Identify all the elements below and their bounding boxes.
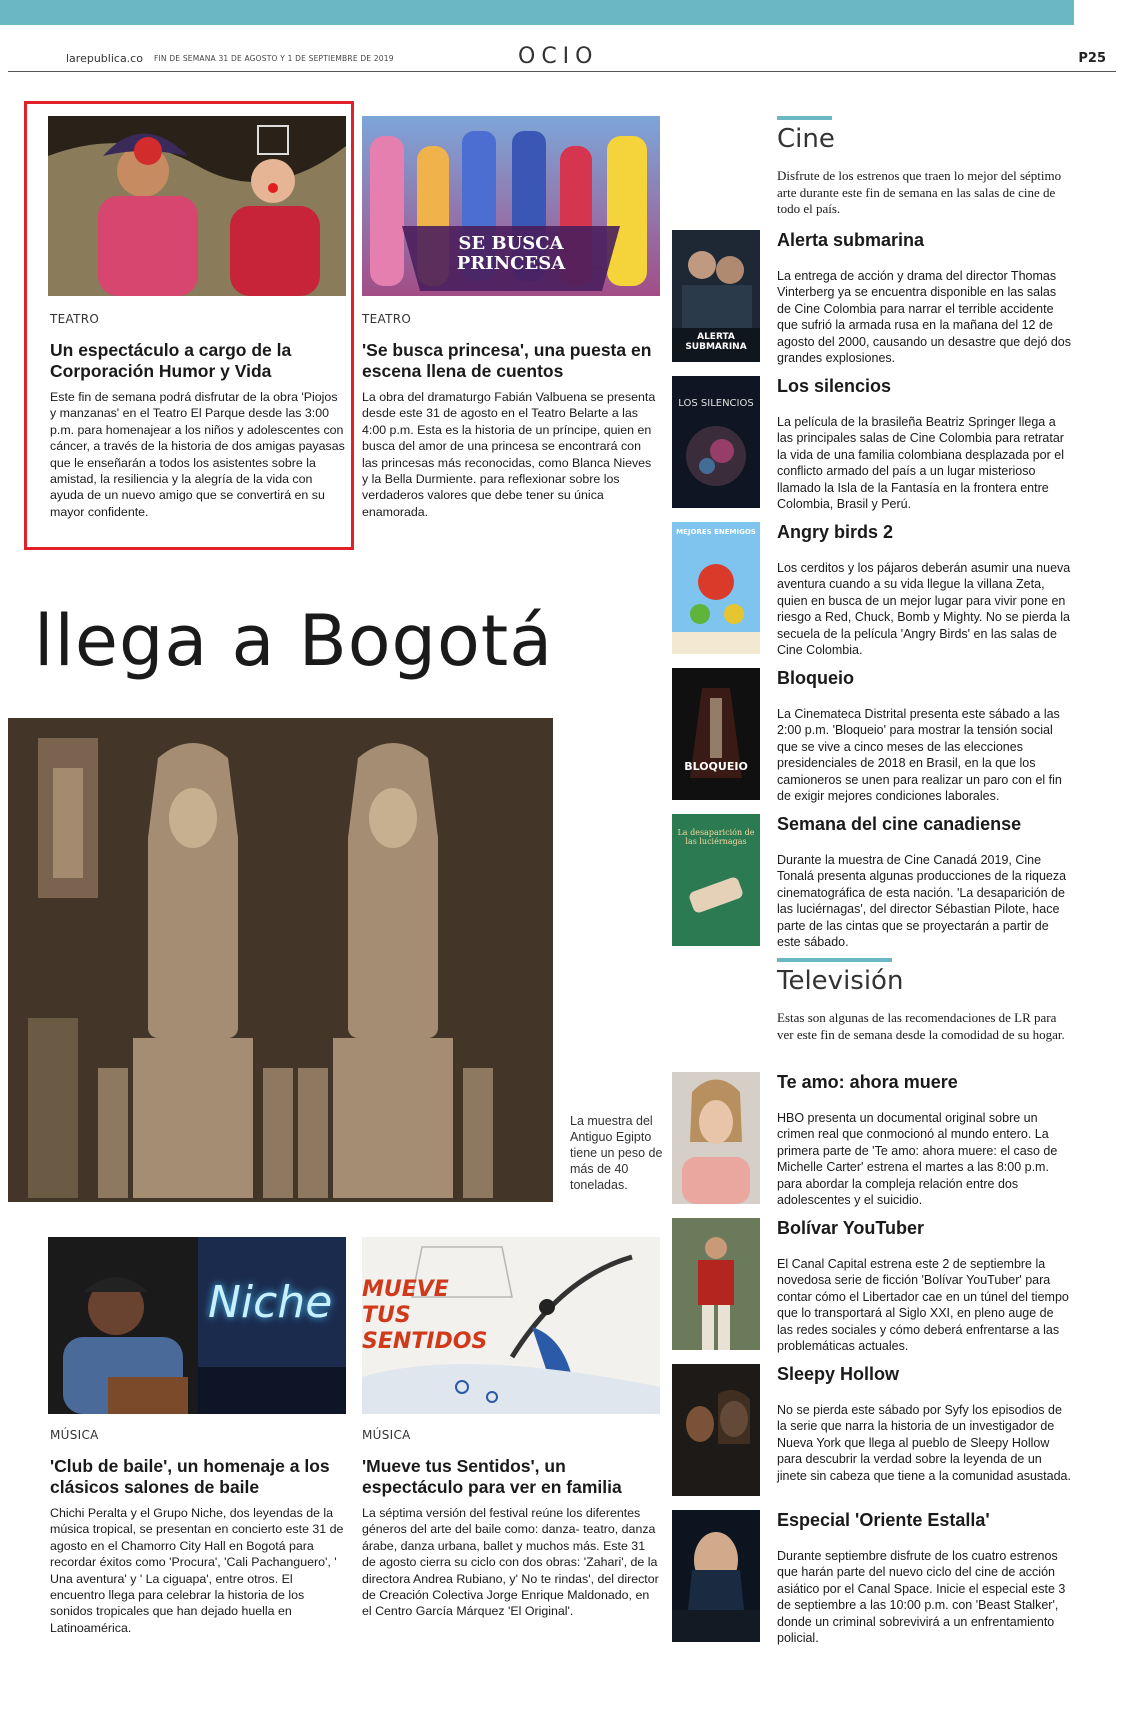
alerta-submarina-poster <box>672 230 760 362</box>
alerta-poster-title: ALERTA SUBMARINA <box>685 332 747 352</box>
cine-item <box>672 814 1076 954</box>
cine-item <box>672 668 1076 808</box>
mueve-tus-sentidos-poster <box>362 1237 660 1414</box>
tv-item <box>672 1072 1076 1212</box>
tv-item <box>672 1364 1076 1504</box>
tv-accent-bar <box>777 958 892 962</box>
bloqueio-poster-title: BLOQUEIO <box>684 760 748 773</box>
cine-item <box>672 230 1076 370</box>
photo-caption: La muestra del Antiguo Egipto tiene un peso de más de 40 toneladas. <box>570 1114 663 1192</box>
item-title: Bolívar YouTuber <box>777 1218 925 1238</box>
item-title: Semana del cine canadiense <box>777 814 1022 834</box>
story-headline: Un espectáculo a cargo de la Corporación Humor y Vida <box>50 340 292 381</box>
item-text: La película de la brasileña Beatriz Springer llega a las principales salas de Cine Colombia para retratar la vida de una familia colombiana desplazada por el conflicto armado del país a un lugar misterioso llamado la Isla de la Fantasía en la frontera entre Colombia, Brasil y Perú. <box>777 415 1064 512</box>
story-kicker: MÚSICA <box>362 1428 411 1442</box>
te-amo-thumbnail <box>672 1072 760 1204</box>
page-header <box>8 44 1116 72</box>
issue-date: FIN DE SEMANA 31 DE AGOSTO Y 1 DE SEPTIEMBRE DE 2019 <box>154 54 394 63</box>
item-text: La entrega de acción y drama del director Thomas Vinterberg ya se encuentra disponible en las salas de Cine Colombia para narrar el terrible accidente que sufrió la armada rusa en la mañana del 12 de agosto del 2000, causando un desastre que dejó dos grandes explosiones. <box>777 269 1071 366</box>
cine-item <box>672 522 1076 662</box>
tv-item <box>672 1510 1076 1650</box>
cine-accent-bar <box>777 116 832 120</box>
item-title: Alerta submarina <box>777 230 925 250</box>
item-text: Los cerditos y los pájaros deberán asumir una nueva aventura cuando a su vida llegue la villana Zeta, quien en busca de un mejor lugar para vivir pone en riesgo a Red, Chuck, Bomb y Mighty. No se pierda la secuela de la película 'Angry Birds' en las salas de Cine Colombia. <box>777 561 1071 658</box>
item-text: El Canal Capital estrena este 2 de septiembre la novedosa serie de ficción 'Bolívar YouTuber' para contar cómo el Libertador cae en un túnel del tiempo que lo transportará al Siglo XXI, en pleno auge de las redes sociales y cómo deberá enfrentarse a las problemáticas actuales. <box>777 1257 1069 1354</box>
sleepy-hollow-thumbnail <box>672 1364 760 1496</box>
story-kicker: TEATRO <box>50 312 100 326</box>
egypt-statues-photo <box>8 718 553 1202</box>
princesa-title: SE BUSCA PRINCESA <box>456 233 566 274</box>
item-title: Angry birds 2 <box>777 522 894 542</box>
bolivar-youtuber-thumbnail <box>672 1218 760 1350</box>
item-text: HBO presenta un documental original sobre un crimen real que conmocionó al mundo entero. La primera parte de 'Te amo: ahora muere: el caso de Michelle Carter' estrena el martes a las 8:00 p.m. para abordar la compleja relación entre dos adolescentes y el suicidio. <box>777 1111 1058 1208</box>
cine-item <box>672 376 1076 516</box>
chichi-niche-photo <box>48 1237 346 1414</box>
highlight-box <box>24 101 354 550</box>
bloqueio-poster <box>672 668 760 800</box>
tv-intro: Estas son algunas de las recomendaciones de LR para ver este fin de semana desde la comodidad de su hogar. <box>777 1010 1065 1042</box>
silencios-poster-title: LOS SILENCIOS <box>678 398 754 409</box>
site-name: larepublica.co <box>66 52 143 65</box>
tv-title: Televisión <box>777 966 904 996</box>
story-headline: 'Se busca princesa', una puesta en escena llena de cuentos <box>362 340 652 381</box>
luciernagas-poster <box>672 814 760 946</box>
feature-title: llega a Bogotá <box>34 600 554 682</box>
story-club-de-baile <box>50 1428 350 1636</box>
story-body: La séptima versión del festival reúne los diferentes géneros del arte del baile como: danza- teatro, danza árabe, danza urbana, ballet y muchos más. Este 31 de agosto cierra su ciclo con dos obras: 'Zahari', de la directora Andrea Rubiano, y' No te rindas', del director de Creación Colectiva Jorge Enrique Maldonado, en el Centro García Márquez 'El Original'. <box>362 1506 659 1619</box>
cine-intro: Disfrute de los estrenos que traen lo mejor del séptimo arte durante este fin de semana en las salas de cine de todo el país. <box>777 168 1062 216</box>
item-title: Te amo: ahora muere <box>777 1072 958 1092</box>
cine-title: Cine <box>777 124 835 154</box>
top-color-bar <box>0 0 1074 25</box>
story-body: Este fin de semana podrá disfrutar de la obra 'Piojos y manzanas' en el Teatro El Parque desde las 3:00 p.m. para homenajear a los niños y adolescentes con cáncer, a través de la historia de dos amigas payasas que le enseñarán a todos los asistentes sobre la amistad, la resiliencia y la alegría de la vida con ayuda de un nuevo amigo que se convertirá en su mayor confidente. <box>50 390 345 519</box>
item-title: Bloqueio <box>777 668 854 688</box>
story-kicker: MÚSICA <box>50 1428 99 1442</box>
item-text: La Cinemateca Distrital presenta este sábado a las 2:00 p.m. 'Bloqueio' para mostrar la tensión social que se vive a cinco meses de las elecciones presidenciales de 2018 en Brasil, en la que los camioneros se unen para realizar un paro con el fin de exigir mejores condiciones laborales. <box>777 707 1062 804</box>
story-mueve-tus-sentidos <box>362 1428 660 1620</box>
oriente-estalla-thumbnail <box>672 1510 760 1642</box>
angry-poster-title: MEJORES ENEMIGOS <box>676 528 756 536</box>
item-text: No se pierda este sábado por Syfy los episodios de la serie que narra la historia de un investigador de Nueva York que llega al pueblo de Sleepy Hollow para descubrir la verdad sobre la leyenda de un jinete sin cabeza que tiene a la comunidad asustada. <box>777 1403 1071 1483</box>
los-silencios-poster <box>672 376 760 508</box>
item-title: Sleepy Hollow <box>777 1364 900 1384</box>
tv-item <box>672 1218 1076 1358</box>
luciernagas-poster-title: La desaparición de las luciérnagas <box>677 828 755 846</box>
item-title: Los silencios <box>777 376 892 396</box>
item-title: Especial 'Oriente Estalla' <box>777 1510 990 1530</box>
item-text: Durante septiembre disfrute de los cuatro estrenos que harán parte del nuevo ciclo del cine de acción asiático por el Canal Space. Inicie el especial este 3 de septiembre a las 10:00 p.m. con 'Beast Stalker', donde un criminal sobrevivirá a un enfrentamiento policial. <box>777 1549 1066 1646</box>
story-headline: 'Mueve tus Sentidos', un espectáculo para ver en familia <box>362 1456 622 1497</box>
niche-neon: Niche <box>208 1277 333 1328</box>
story-se-busca-princesa <box>362 312 660 520</box>
story-headline: 'Club de baile', un homenaje a los clásicos salones de baile <box>50 1456 330 1497</box>
story-body: La obra del dramaturgo Fabián Valbuena se presenta desde este 31 de agosto en el Teatro Belarte a las 4:00 p.m. Esta es la historia de un príncipe, quien en busca del amor de una princesa se encontrará con las princesas más reconocidas, como Blanca Nieves y la Bella Durmiente. para reflexionar sobre los verdaderos valores que debe tener su única enamorada. <box>362 390 656 519</box>
section-name: OCIO <box>518 44 599 69</box>
mueve-title: MUEVE TUS SENTIDOS <box>362 1277 488 1354</box>
princesa-poster <box>362 116 660 296</box>
story-kicker: TEATRO <box>362 312 412 326</box>
story-body: Chichi Peralta y el Grupo Niche, dos leyendas de la música tropical, se presentan en concierto este 31 de agosto en el Chamorro City Hall en Bogotá para recordar éxitos como 'Procura', 'Cali Pachanguero', ' Una aventura' y ' La ciguapa', entre otros. El encuentro llega para celebrar la historia de los sonidos tropicales que han dejado huella en Latinoamérica. <box>50 1506 344 1635</box>
page-number: P25 <box>1078 51 1106 66</box>
angry-birds-poster <box>672 522 760 654</box>
item-text: Durante la muestra de Cine Canadá 2019, Cine Tonalá presenta algunas producciones de la riqueza cinematográfica de esta nación. 'La desaparición de las luciérnagas', del director Sébastian Pilote, hace parte de las cintas que se proyectarán a partir de este sábado. <box>777 853 1067 950</box>
